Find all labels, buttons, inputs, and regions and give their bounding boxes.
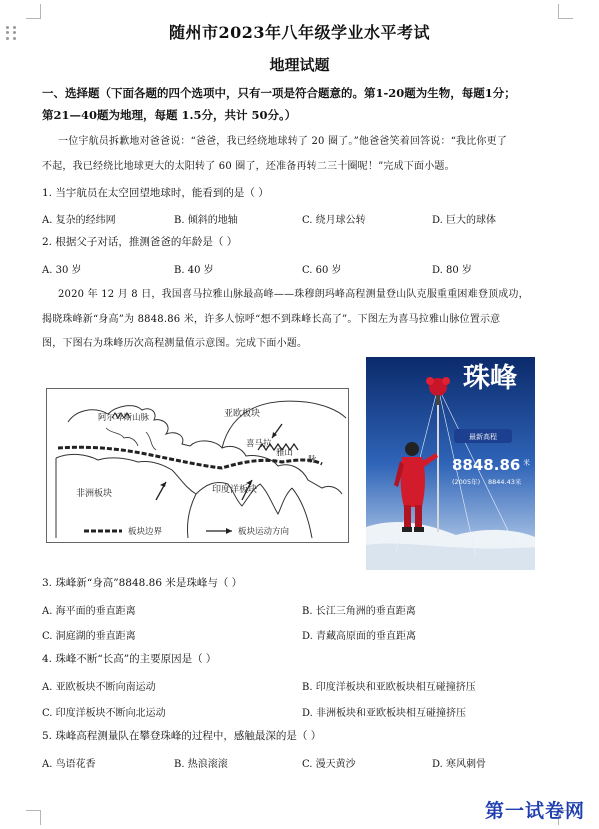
page-corner-mark <box>26 810 41 825</box>
question-5-stem: 5. 珠峰高程测量队在攀登珠峰的过程中，感触最深的是（ ） <box>42 730 322 742</box>
question-1-stem: 1. 当宇航员在太空回望地球时，能看到的是（ ） <box>42 187 269 199</box>
question-1-option-c[interactable]: C. 绕月球公转 <box>302 215 366 226</box>
question-5-option-b[interactable]: B. 热浪滚滚 <box>174 759 228 770</box>
page-corner-mark <box>26 4 41 19</box>
question-2-option-c[interactable]: C. 60 岁 <box>302 265 342 276</box>
question-4-option-b[interactable]: B. 印度洋板块和亚欧板块相互碰撞挤压 <box>302 682 476 693</box>
passage-1-line-1: 一位宇航员拆歉地对爸爸说：“爸爸，我已经绕地球转了 20 圈了。”他爸爸笑着回答说：“我比你更了 <box>58 136 508 147</box>
question-2-option-a[interactable]: A. 30 岁 <box>42 265 82 276</box>
question-3-option-a[interactable]: A. 海平面的垂直距离 <box>42 606 136 617</box>
section-instruction-line-1: 一、选择题（下面各题的四个选项中，只有一项是符合题意的。第1-20题为生物，每题1分； <box>42 86 516 100</box>
question-5-option-c[interactable]: C. 漫天黄沙 <box>302 759 356 770</box>
passage-2-line-3: 图，下图右为珠峰历次高程测量值示意图。完成下面小题。 <box>42 338 308 349</box>
question-3-option-c[interactable]: C. 洞庭湖的垂直距离 <box>42 631 136 642</box>
question-4-option-a[interactable]: A. 亚欧板块不断向南运动 <box>42 682 156 693</box>
map-label-eurasian-plate: 亚欧板块 <box>224 409 261 419</box>
question-5-option-a[interactable]: A. 鸟语花香 <box>42 759 96 770</box>
question-3-option-b[interactable]: B. 长江三角洲的垂直距离 <box>302 606 416 617</box>
question-4-option-d[interactable]: D. 非洲板块和亚欧板块相互碰撞挤压 <box>302 708 467 719</box>
question-2-stem: 2. 根据父子对话，推测爸爸的年龄是（ ） <box>42 236 238 248</box>
passage-1-line-2: 不起，我已经绕比地球更大的太阳转了 60 圈了，还准备再转二三十圈呢！”完成下面小题。 <box>42 161 455 172</box>
poster-title: 珠峰 <box>463 363 517 394</box>
map-label-himalaya-2: 雅山 <box>276 448 294 458</box>
question-3-option-d[interactable]: D. 青藏高原面的垂直距离 <box>302 631 417 642</box>
poster-height-unit: 米 <box>523 459 530 467</box>
legend-plate-boundary: 板块边界 <box>128 527 163 537</box>
passage-2-line-1: 2020 年 12 月 8 日，我国喜马拉雅山脉最高峰——珠穆朗玛峰高程测量登山队克服重重困难登顶成功， <box>58 289 529 300</box>
poster-badge: 最新高程 <box>469 433 497 441</box>
poster-height-value: 8848.86 <box>452 456 521 474</box>
page-corner-mark <box>558 4 573 19</box>
map-label-african-plate: 非洲板块 <box>76 489 113 499</box>
question-2-option-d[interactable]: D. 80 岁 <box>432 265 472 276</box>
map-label-alps: 阿尔卑斯山脉 <box>98 413 150 423</box>
question-4-stem: 4. 珠峰不断“长高”的主要原因是（ ） <box>42 653 217 665</box>
question-3-stem: 3. 珠峰新“身高”8848.86 米是珠峰与（ ） <box>42 577 243 589</box>
himalaya-plate-map <box>46 388 349 543</box>
everest-height-poster <box>366 357 535 570</box>
map-label-himalaya-1: 喜马拉 <box>246 439 272 449</box>
question-5-option-d[interactable]: D. 寒风刺骨 <box>432 759 487 770</box>
legend-plate-motion: 板块运动方向 <box>238 527 290 537</box>
passage-2-line-2: 揭晓珠峰新“身高”为 8848.86 米，许多人惊呼“想不到珠峰长高了”。下图左为喜马拉雅山脉位置示意 <box>42 314 501 325</box>
question-1-option-d[interactable]: D. 巨大的球体 <box>432 215 497 226</box>
question-4-option-c[interactable]: C. 印度洋板块不断向北运动 <box>42 708 166 719</box>
exam-subject: 地理试题 <box>269 56 330 74</box>
poster-old-height: 8844.43米 <box>488 478 522 486</box>
question-1-option-a[interactable]: A. 复杂的经纬网 <box>42 215 116 226</box>
section-instruction-line-2: 第21—40题为地理，每题 1.5分，共计 50分。） <box>42 108 297 122</box>
exam-title: 随州市2023年八年级学业水平考试 <box>168 23 431 42</box>
map-label-indian-plate: 印度洋板块 <box>212 485 258 495</box>
poster-old-year: (2005年) <box>452 478 481 486</box>
question-1-option-b[interactable]: B. 倾斜的地轴 <box>174 215 238 226</box>
map-label-himalaya-3: 脉 <box>308 455 317 465</box>
question-2-option-b[interactable]: B. 40 岁 <box>174 265 214 276</box>
site-watermark: 第一试卷网 <box>484 800 585 822</box>
